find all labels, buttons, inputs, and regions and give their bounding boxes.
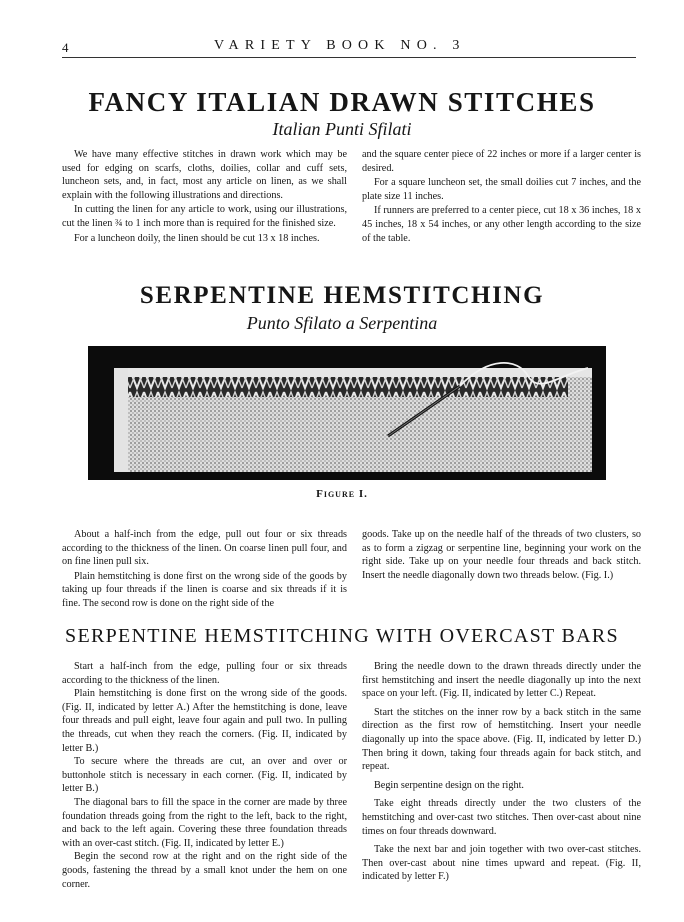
section3-right-column [362, 660, 641, 884]
section1-right-paragraph-3: If runners are preferred to a center piece, cut 18 x 36 inches, 18 x 45 inches, 18 x 54 inches, or any other length according to the size of the table. [362, 205, 641, 244]
hemstitch-sample-illustration [88, 346, 606, 480]
section3-right-paragraph-1: Bring the needle down to the drawn threads directly under the first hemstitching and insert the needle diagonally up into the next space on your left. (Fig. II, indicated by letter C.) Repeat. [362, 661, 641, 700]
section3-left-paragraph-3: To secure where the threads are cut, an over and over or buttonhole stitch is necessary in each corner. (Fig. II, indicated by letter B.) [62, 756, 347, 795]
section3-right-paragraph-3: Begin serpentine design on the right. [374, 779, 524, 791]
section1-title: FANCY ITALIAN DRAWN STITCHES [88, 87, 596, 117]
section1-left-paragraph-3: For a luncheon doily, the linen should be cut 13 x 18 inches. [74, 232, 320, 244]
section1-left-paragraph-1: We have many effective stitches in drawn work which may be used for edging on scarfs, cloths, doilies, collar and cuff sets, luncheon sets, and, in fact, most any article on linen, as we shall explain with the following illustrations and directions. [62, 149, 347, 201]
section2-left-column [62, 528, 347, 611]
header-rule [62, 57, 636, 58]
section1-subtitle: Italian Punti Sfilati [272, 119, 412, 139]
section3-right-paragraph-5: Take the next bar and join together with two over-cast stitches. Then over-cast about nine times upward and repeat. (Fig. II, indicated by letter F.) [362, 844, 641, 883]
section1-right-column [362, 148, 641, 245]
section2-right-column [362, 528, 641, 582]
section3-left-column [62, 660, 347, 891]
section3-right-paragraph-4: Take eight threads directly under the two clusters of the hemstitching and over-cast two stitches. Then over-cast about nine times on four threads downward. [362, 798, 641, 837]
section3-right-paragraph-2: Start the stitches on the inner row by a back stitch in the same direction as the first row of hemstitching. Insert your needle diagonally up into the space above. (Fig. II, indicated by letter D.) Then bring it down, taking four threads again for back stitch, and repeat. [362, 706, 641, 773]
section3-left-paragraph-4: The diagonal bars to fill the space in the corner are made by three foundation threads going from the right to the left, back to the right, and back to the left again. Covering these three foundation threads with an over-cast stitch. (Fig. II, indicated by letter E.) [62, 796, 347, 849]
section3-left-paragraph-1: Start a half-inch from the edge, pulling four or six threads according to the thickness of the linen. [62, 661, 347, 686]
section1-right-paragraph-1: and the square center piece of 22 inches or more if a larger center is desired. [362, 149, 641, 174]
section2-subtitle: Punto Sfilato a Serpentina [246, 313, 438, 333]
figure-1-photo [88, 346, 606, 480]
running-head: VARIETY BOOK NO. 3 [214, 38, 466, 53]
section3-title: SERPENTINE HEMSTITCHING WITH OVERCAST BARS [65, 625, 619, 647]
section3-left-paragraph-5: Begin the second row at the right and on the right side of the goods, fastening the thread by a small knot under the hem on one corner. [62, 851, 347, 890]
section3-left-paragraph-2: Plain hemstitching is done first on the wrong side of the goods. (Fig. II, indicated by letter A.) After the hemstitching is done, leave four threads and pull eight, leave four again and pull two. In pulling the threads, cut when they reach the corners. (Fig. II, indicated by letter B.) [62, 688, 347, 754]
figure-1-caption: Figure I. [316, 488, 368, 500]
page-number: 4 [62, 40, 69, 55]
section2-title: SERPENTINE HEMSTITCHING [139, 282, 545, 309]
section1-left-paragraph-2: In cutting the linen for any article to work, using our illustrations, cut the linen ¾ to 1 inch more than is required for the finished size. [62, 204, 347, 229]
section1-left-column [62, 148, 347, 245]
section2-left-paragraph-2: Plain hemstitching is done first on the wrong side of the goods by taking up four threads if the linen is coarse and six threads if it is fine. The second row is done on the right side of the [62, 570, 347, 609]
section2-left-paragraph-1: About a half-inch from the edge, pull out four or six threads according to the thickness of the linen. On coarse linen pull four, and on fine linen pull six. [62, 529, 347, 568]
section1-right-paragraph-2: For a square luncheon set, the small doilies cut 7 inches, and the plate size 11 inches. [362, 177, 641, 202]
section2-right-paragraph-1: goods. Take up on the needle half of the threads of two clusters, so as to form a zigzag or serpentine line, beginning your work on the right side. Take up on your needle four threads and back stitch. Insert the needle diagonally down two threads below. (Fig. I.) [362, 529, 641, 581]
